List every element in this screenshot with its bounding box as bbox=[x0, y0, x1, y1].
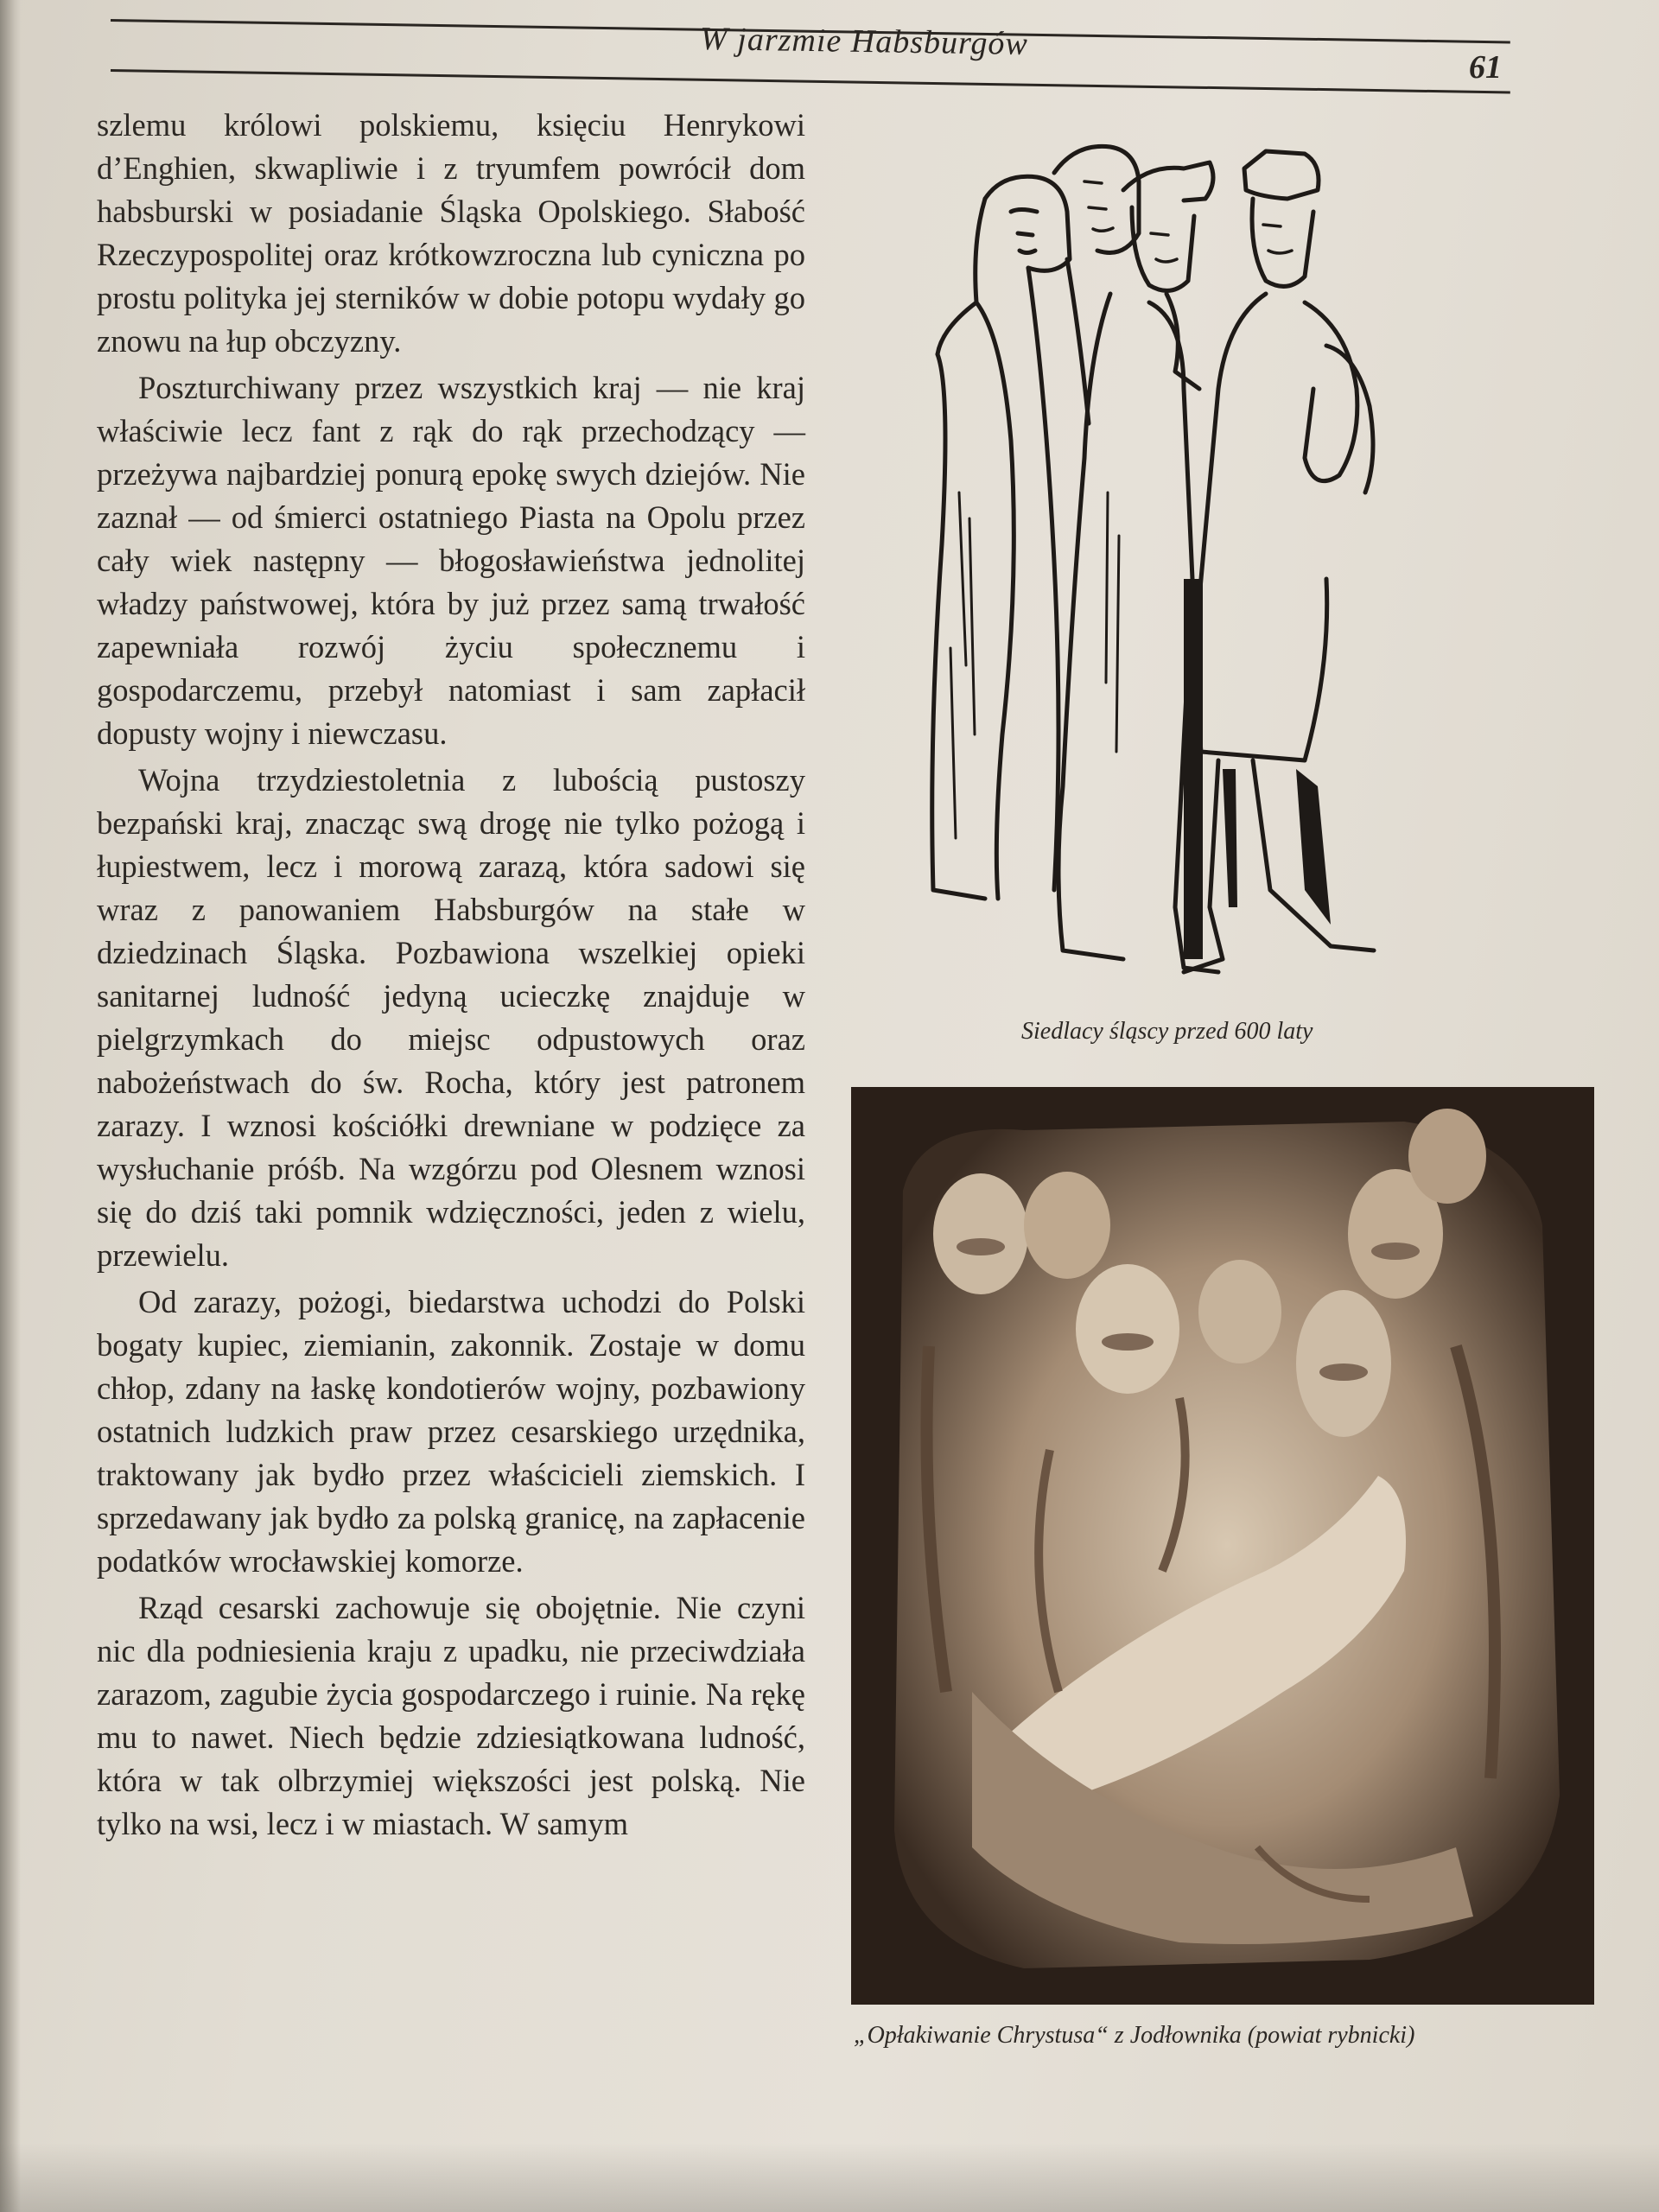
paragraph: Rząd cesarski zachowuje się obojętnie. Nie czyni nic dla podniesienia kraju z upadku, nie przeciwdziała zarazom, zagubie życia gospodarczego i ruinie. Na rękę mu to nawet. Niech będzie zdziesiątkowana ludność, która w tak olbrzymiej większości jest polską. Nie tylko na wsi, lecz i w miastach. W samym bbox=[97, 1590, 805, 1841]
body-text-column bbox=[97, 104, 805, 1846]
bottom-shadow bbox=[0, 2143, 1659, 2212]
binding-shadow bbox=[0, 0, 21, 2212]
header-rule-bottom bbox=[111, 69, 1510, 93]
running-title: W jarzmie Habsburgów bbox=[699, 21, 1029, 62]
paragraph: Od zarazy, pożogi, biedarstwa uchodzi do Polski bogaty kupiec, ziemianin, zakonnik. Zostaje w domu chłop, zdany na łaskę kondotierów wojny, pozbawiony ostatnich ludzkich praw przez cesarskiego urzędnika, traktowany jak bydło przez właścicieli ziemskich. I sprzedawany jak bydło za polską granicę, na zapłacenie podatków wrocławskiej komorze. bbox=[97, 1284, 805, 1579]
photo-caption: „Opłakiwanie Chrystusa“ z Jodłownika (powiat rybnicki) bbox=[854, 2022, 1415, 2049]
drawing-caption: Siedlacy śląscy przed 600 laty bbox=[1021, 1018, 1313, 1045]
paragraph: Wojna trzydziestoletnia z lubością pustoszy bezpański kraj, znacząc swą drogę nie tylko pożogą i łupiestwem, lecz i morową zarazą, która sadowi się wraz z panowaniem Habsburgów na stałe w dziedzinach Śląska. Pozbawiona wszelkiej opieki sanitarnej ludność jedyną ucieczkę znajduje w pielgrzymkach do miejsc odpustowych oraz nabożeństwach do św. Rocha, który jest patronem zarazy. I wznosi kościółki drewniane w podzięce za wysłuchanie próśb. Na wzgórzu pod Olesnem wznosi się do dziś taki pomnik wdzięczności, jeden z wielu, przewielu. bbox=[97, 762, 805, 1273]
paragraph: Poszturchiwany przez wszystkich kraj — nie kraj właściwie lecz fant z rąk do rąk przechodzący — przeżywa najbardziej ponurą epokę swych dziejów. Nie zaznał — od śmierci ostatniego Piasta na Opolu przez cały wiek następny — błogosławieństwa jednolitej władzy państwowej, która by już przez samą trwałość zapewniała rozwój życiu społecznemu i gospodarczemu, przebył natomiast i sam zapłacił dopusty wojny i niewczasu. bbox=[97, 370, 805, 751]
page-number: 61 bbox=[1469, 49, 1502, 86]
lamentation-relief-photo bbox=[851, 1087, 1594, 2005]
peasants-drawing bbox=[925, 130, 1503, 994]
paragraph: szlemu królowi polskiemu, księciu Henrykowi d’Enghien, skwapliwie i z tryumfem powrócił dom habsburski w posiadanie Śląska Opolskiego. Słabość Rzeczypospolitej oraz krótkowzroczna lub cyniczna po prostu polityka jej sterników w dobie potopu wydały go znowu na łup obczyzny. bbox=[97, 107, 805, 359]
